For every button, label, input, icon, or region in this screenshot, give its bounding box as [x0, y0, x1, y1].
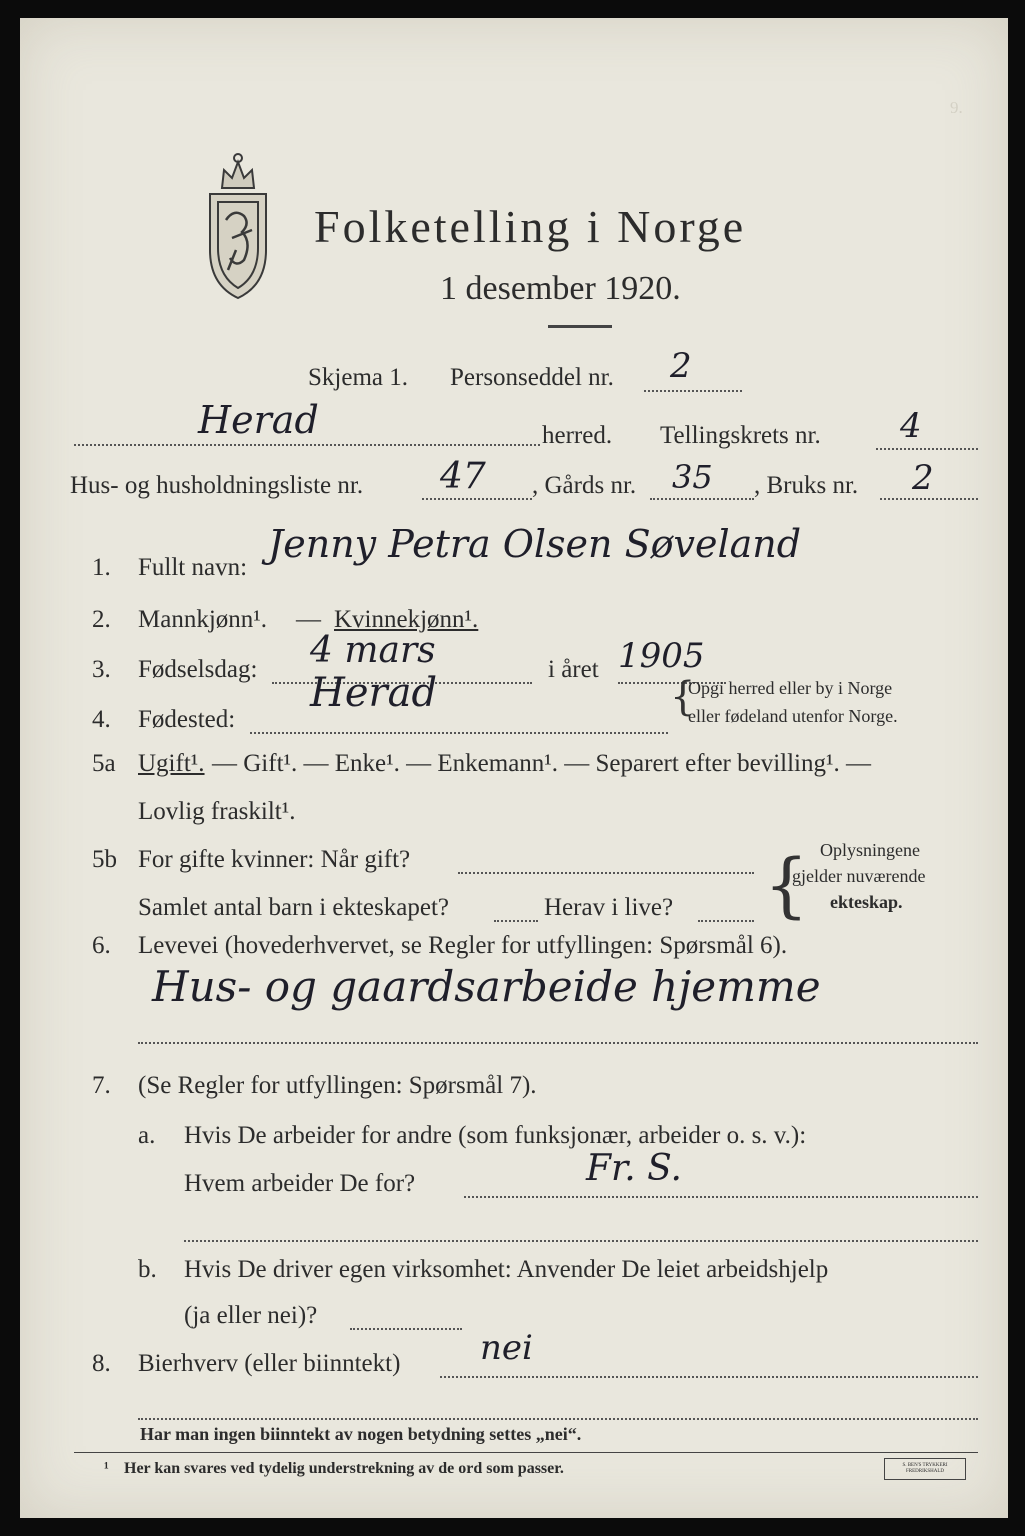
- children-count-line: [494, 920, 538, 922]
- married-when-label: For gifte kvinner: Når gift?: [138, 846, 411, 873]
- occupation-label: Levevei (hovederhvervet, se Regler for utfyllingen: Spørsmål 6).: [138, 932, 788, 959]
- children-alive-label: Herav i live?: [544, 894, 674, 921]
- printer-stamp-text: S. BEN'S TRYKKERI FREDRIKSHALD: [902, 1463, 948, 1474]
- personseddel-value: 2: [670, 346, 692, 386]
- hus-line: [422, 498, 532, 500]
- employer-value: Fr. S.: [586, 1148, 682, 1189]
- q5b-number: 5b: [92, 846, 117, 873]
- tellingskrets-label: Tellingskrets nr.: [660, 422, 821, 449]
- q3-number: 3.: [92, 656, 111, 683]
- q7a-number: a.: [138, 1122, 156, 1149]
- q1-label: Fullt navn:: [138, 554, 248, 581]
- census-date: 1 desember 1920.: [440, 270, 681, 307]
- note-brace: {: [670, 674, 696, 720]
- side-income-value: nei: [480, 1328, 533, 1368]
- children-alive-line: [698, 920, 754, 922]
- note-brace: {: [764, 844, 809, 926]
- hus-label: Hus- og husholdningsliste nr.: [70, 472, 364, 499]
- q7b-line1: Hvis De driver egen virksomhet: Anvender De leiet arbeidshjelp: [184, 1256, 829, 1283]
- full-name-value: Jenny Petra Olsen Søveland: [268, 522, 802, 566]
- q5a-number: 5a: [92, 750, 116, 777]
- birth-year-value: 1905: [618, 636, 705, 676]
- gender-male-option: Mannkjønn¹.: [138, 606, 268, 633]
- q4-label: Fødested:: [138, 706, 236, 733]
- employer-extra-line: [184, 1240, 978, 1242]
- q7b-answer-line: [350, 1328, 462, 1330]
- birthplace-line: [250, 732, 668, 734]
- footer-note: Har man ingen biinntekt av nogen betydning settes „nei“.: [140, 1424, 582, 1444]
- hus-value: 47: [440, 456, 486, 497]
- gards-label: , Gårds nr.: [532, 472, 637, 499]
- occupation-extra-line: [138, 1042, 978, 1044]
- employer-label: Hvem arbeider De for?: [184, 1170, 416, 1197]
- herred-value: Herad: [198, 398, 319, 442]
- q7a-line1: Hvis De arbeider for andre (som funksjonær, arbeider o. s. v.):: [184, 1122, 807, 1149]
- birthplace-note-line2: eller fødeland utenfor Norge.: [688, 706, 898, 726]
- q7-number: 7.: [92, 1072, 111, 1099]
- year-label: i året: [548, 656, 599, 683]
- marriage-note-line2: gjelder nuværende: [792, 866, 926, 886]
- married-when-line: [458, 872, 754, 874]
- coat-of-arms-icon: [192, 150, 284, 300]
- q7-label: (Se Regler for utfyllingen: Spørsmål 7).: [138, 1072, 537, 1099]
- bleed-through-text: 9.: [950, 98, 963, 117]
- printer-stamp: [884, 1458, 966, 1480]
- census-form-page: [20, 18, 1008, 1518]
- side-income-line: [440, 1376, 978, 1378]
- q7b-line2: (ja eller nei)?: [184, 1302, 318, 1329]
- q1-number: 1.: [92, 554, 111, 581]
- side-income-label: Bierhverv (eller biinntekt): [138, 1350, 401, 1377]
- marriage-note-line3: ekteskap.: [830, 892, 903, 912]
- herred-line: [74, 444, 540, 446]
- skjema-label: Skjema 1.: [308, 364, 408, 391]
- q7b-number: b.: [138, 1256, 157, 1283]
- personseddel-label: Personseddel nr.: [450, 364, 614, 391]
- marital-divorced-option: Lovlig fraskilt¹.: [138, 798, 296, 825]
- gards-value: 35: [672, 458, 713, 496]
- q8-number: 8.: [92, 1350, 111, 1377]
- marriage-note-line1: Oplysningene: [820, 840, 920, 860]
- q3-label: Fødselsdag:: [138, 656, 258, 683]
- q4-number: 4.: [92, 706, 111, 733]
- form-title: Folketelling i Norge: [314, 201, 747, 252]
- gender-female-option: Kvinnekjønn¹.: [334, 606, 479, 633]
- bruks-value: 2: [912, 458, 934, 498]
- bruks-label: , Bruks nr.: [754, 472, 859, 499]
- herred-label: herred.: [542, 422, 613, 449]
- footnote-text: Her kan svares ved tydelig understrekning av de ord som passer.: [124, 1460, 564, 1477]
- footer-divider: [74, 1452, 978, 1453]
- personseddel-line: [644, 390, 742, 392]
- tellingskrets-value: 4: [900, 406, 922, 446]
- q2-number: 2.: [92, 606, 111, 633]
- title-divider: [548, 325, 612, 328]
- gender-separator: —: [296, 606, 321, 633]
- children-count-label: Samlet antal barn i ekteskapet?: [138, 894, 449, 921]
- tellingskrets-line: [876, 448, 978, 450]
- birthplace-value: Herad: [310, 670, 438, 716]
- gards-line: [650, 498, 754, 500]
- marital-unmarried-option: Ugift¹.: [138, 750, 205, 777]
- birthday-value: 4 mars: [310, 630, 436, 671]
- marital-other-options: — Gift¹. — Enke¹. — Enkemann¹. — Separert efter bevilling¹. —: [212, 750, 871, 777]
- footnote-mark: ¹: [104, 1460, 109, 1477]
- side-income-extra-line: [138, 1418, 978, 1420]
- bruks-line: [880, 498, 978, 500]
- employer-line: [464, 1196, 978, 1198]
- q6-number: 6.: [92, 932, 111, 959]
- birthplace-note-line1: Opgi herred eller by i Norge: [688, 678, 893, 698]
- occupation-value: Hus- og gaardsarbeide hjemme: [152, 962, 821, 1011]
